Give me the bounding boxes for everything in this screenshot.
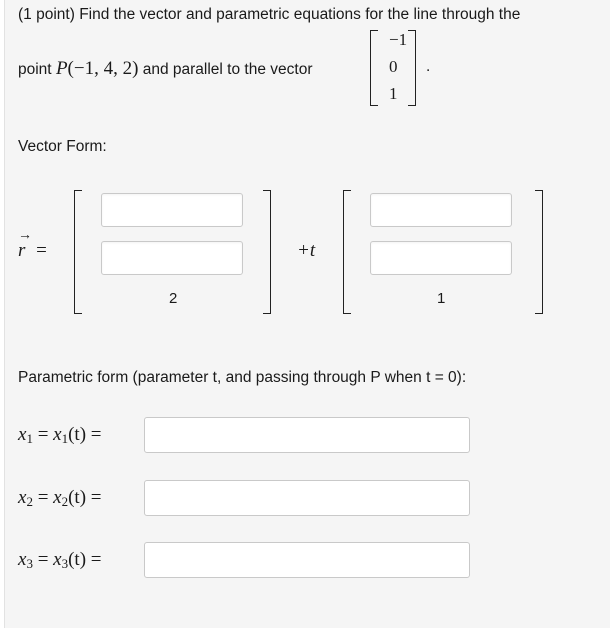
problem-statement-line1: [18, 6, 520, 24]
statement-prefix: Find the vector and parametric equations for the line through the: [79, 6, 521, 23]
x1-input[interactable]: [144, 417, 470, 453]
point-vector-right-bracket: [263, 190, 271, 314]
r-vector-symbol: → r: [18, 228, 32, 261]
direction-vector-right-bracket: [535, 190, 543, 314]
given-vector-entry-3: 1: [389, 84, 398, 103]
period: .: [426, 58, 431, 75]
point-name: P: [55, 58, 68, 79]
x2-input[interactable]: [144, 480, 470, 516]
point-vector-entry-1-input[interactable]: [101, 193, 243, 227]
point-expression: [56, 58, 138, 79]
problem-panel: [4, 0, 610, 628]
direction-vector-left-bracket: [343, 190, 351, 314]
point-word: point: [18, 61, 52, 78]
x1-equation-label: $x_1 = x_1(t)$ =: [18, 424, 102, 446]
point-vector-entry-3: 2: [169, 290, 178, 307]
given-vector-right-bracket: [408, 30, 416, 106]
parametric-form-heading: Parametric form (parameter t, and passing through P when t = 0):: [18, 369, 467, 386]
vector-arrow-icon: →: [18, 228, 32, 243]
parallel-text: and parallel to the vector: [142, 61, 313, 78]
problem-statement-line2: [18, 58, 312, 80]
x2-equation-label: $x_2 = x_2(t)$ =: [18, 487, 102, 509]
plus-t: +t: [297, 240, 316, 261]
direction-vector-entry-3: 1: [437, 290, 446, 307]
points-label: (1 point): [18, 6, 75, 23]
x3-equation-label: $x_3 = x_3(t)$ =: [18, 549, 102, 571]
given-vector-left-bracket: [370, 30, 378, 106]
point-vector-left-bracket: [74, 190, 82, 314]
direction-vector-entry-2-input[interactable]: [370, 241, 512, 275]
direction-vector-entry-1-input[interactable]: [370, 193, 512, 227]
r-equals: [18, 228, 47, 262]
given-vector-entry-2: 0: [389, 57, 398, 76]
vector-form-heading: Vector Form:: [18, 138, 107, 155]
point-coords: (−1, 4, 2): [67, 58, 139, 79]
equals-sign: =: [36, 240, 47, 261]
x3-input[interactable]: [144, 542, 470, 578]
point-vector-entry-2-input[interactable]: [101, 241, 243, 275]
given-vector-entry-1: −1: [389, 30, 408, 49]
